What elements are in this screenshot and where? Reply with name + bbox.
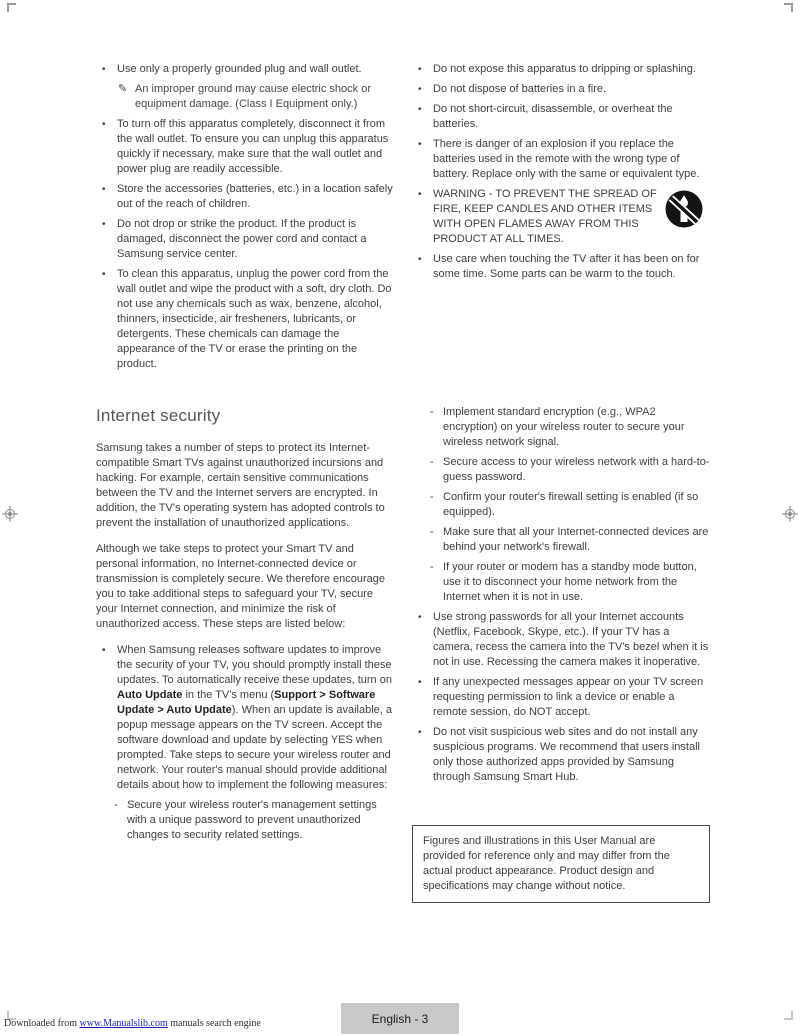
dash-item	[430, 405, 710, 450]
dash-marker-icon: -	[430, 456, 434, 468]
bullet-item	[418, 610, 710, 670]
item-text: Samsung takes a number of steps to protect its Internet-compatible Smart TVs against unauthorized incursions and hacking. For example, certain sensitive communications between the TV and the Internet servers are encrypted. In addition, the TV's operating system has adopted controls to prevent the installation of unauthorized applications.	[96, 442, 385, 529]
bullet-marker-icon: •	[102, 119, 106, 130]
crop-mark-top-right-icon	[784, 3, 793, 12]
item-text: Do not short-circuit, disassemble, or overheat the batteries.	[433, 103, 673, 130]
page-number-label: English - 3	[371, 1011, 429, 1026]
dash-marker-icon: -	[430, 406, 434, 418]
internet-security-section	[96, 405, 710, 903]
bullet-marker-icon: •	[418, 104, 422, 115]
bullet-item	[418, 82, 710, 97]
bullet-item	[418, 62, 710, 77]
bullet-marker-icon: •	[418, 189, 422, 200]
safety-right-top-list	[412, 62, 710, 182]
item-text: There is danger of an explosion if you replace the batteries used in the remote with the wrong type of battery. Replace only with the same or equivalent type.	[433, 138, 700, 180]
item-text: Use care when touching the TV after it has been on for some time. Some parts can be warm to the touch.	[433, 253, 700, 280]
item-text: Implement standard encryption (e.g., WPA2 encryption) on your wireless router to secure your wireless network signal.	[443, 406, 685, 448]
dash-marker-icon: -	[430, 491, 434, 503]
item-text: Although we take steps to protect your Smart TV and personal information, no Internet-connected device or transmission is completely secure. We therefore encourage you to take additional steps to safeguard your TV, secure your Internet connection, and minimize the risk of unauthorized access. These steps are listed below:	[96, 543, 385, 630]
crop-mark-bottom-right-icon	[784, 1011, 793, 1020]
crop-mark-top-left-icon	[7, 3, 16, 12]
dash-item	[430, 560, 710, 605]
dash-marker-icon: -	[430, 561, 434, 573]
dash-marker-icon: -	[430, 526, 434, 538]
bullet-item	[102, 267, 394, 372]
item-text: Use only a properly grounded plug and wall outlet.	[117, 63, 362, 75]
warning-text: WARNING - TO PREVENT THE SPREAD OF FIRE, KEEP CANDLES AND OTHER ITEMS WITH OPEN FLAMES AWAY FROM THIS PRODUCT AT ALL TIMES.	[433, 188, 657, 245]
item-text: Confirm your router's firewall setting is enabled (if so equipped).	[443, 491, 699, 518]
item-text: Do not dispose of batteries in a fire.	[433, 83, 607, 95]
note-item	[118, 82, 394, 112]
registration-mark-icon	[782, 506, 798, 522]
notice-box: Figures and illustrations in this User Manual are provided for reference only and may differ from the actual product appearance. Product design and specifications may change without notice.	[412, 825, 710, 903]
bullet-item	[418, 252, 710, 282]
safety-right-bottom-list	[412, 252, 710, 282]
note-marker-icon: ✎	[118, 83, 128, 95]
dash-marker-icon: -	[114, 799, 118, 811]
bullet-item	[102, 62, 394, 77]
watermark	[4, 1018, 261, 1029]
bullet-marker-icon: •	[102, 184, 106, 195]
bullet-item	[102, 643, 394, 793]
item-text: Secure access to your wireless network with a hard-to-guess password.	[443, 456, 710, 483]
dash-item	[430, 455, 710, 485]
safety-right-column	[412, 62, 710, 377]
item-text: Make sure that all your Internet-connected devices are behind your network's firewall.	[443, 526, 709, 553]
internet-left-column	[96, 405, 394, 903]
no-open-flames-icon	[658, 189, 706, 234]
manualslib-link[interactable]: www.Manualslib.com	[79, 1018, 168, 1029]
bullet-item	[102, 117, 394, 177]
paragraph	[96, 441, 394, 531]
safety-section	[96, 0, 710, 377]
bullet-marker-icon: •	[418, 727, 422, 738]
item-text: To clean this apparatus, unplug the power cord from the wall outlet and wipe the product with a soft, dry cloth. Do not use any chemicals such as wax, benzene, alcohol, thinners, insecticide, air fresheners, lubricants, or detergents. These chemicals can damage the appearance of the TV or erase the printing on the product.	[117, 268, 392, 370]
bullet-marker-icon: •	[418, 254, 422, 265]
dash-item	[430, 525, 710, 555]
internet-left-list	[96, 441, 394, 843]
registration-mark-icon	[2, 506, 18, 522]
bullet-item	[102, 217, 394, 262]
warning-item	[418, 187, 710, 247]
item-text: Use strong passwords for all your Internet accounts (Netflix, Facebook, Skype, etc.). If your TV has a camera, recess the camera into the TV's bezel when it is not in use. Recessing the camera makes it inoperative.	[433, 611, 709, 668]
item-text: Do not expose this apparatus to dripping or splashing.	[433, 63, 696, 75]
bullet-item	[418, 675, 710, 720]
bullet-marker-icon: •	[102, 219, 106, 230]
internet-right-list	[412, 405, 710, 785]
bullet-item	[418, 725, 710, 785]
bullet-marker-icon: •	[418, 612, 422, 623]
watermark-suffix: manuals search engine	[167, 1018, 261, 1029]
bullet-marker-icon: •	[418, 139, 422, 150]
item-text: An improper ground may cause electric shock or equipment damage. (Class I Equipment only.)	[135, 83, 371, 110]
bullet-item	[102, 182, 394, 212]
bullet-marker-icon: •	[102, 269, 106, 280]
item-text: Do not visit suspicious web sites and do not install any suspicious programs. We recommend that users install only those authorized apps provided by Samsung through Samsung Smart Hub.	[433, 726, 700, 783]
dash-item	[114, 798, 394, 843]
item-text: When Samsung releases software updates to improve the security of your TV, you should promptly install these updates. To automatically receive these updates, turn on Auto Update in the TV's menu (Support > Software Update > Auto Update). When an update is available, a popup message appears on the TV screen. Accept the software download and update by selecting YES when prompted. Take steps to secure your wireless router and network. Your router's manual should provide additional details about how to implement the following measures:	[117, 644, 393, 791]
item-text: Secure your wireless router's management settings with a unique password to prevent unauthorized changes to security related settings.	[127, 799, 377, 841]
section-title: Internet security	[96, 406, 221, 425]
item-text: Do not drop or strike the product. If the product is damaged, disconnect the power cord and contact a Samsung service center.	[117, 218, 367, 260]
safety-left-column	[96, 62, 394, 377]
item-text: To turn off this apparatus completely, disconnect it from the wall outlet. To ensure you can unplug this apparatus quickly if necessary, make sure that the wall outlet and power plug are readily accessible.	[117, 118, 389, 175]
item-text: If your router or modem has a standby mode button, use it to disconnect your home network from the Internet when it is not in use.	[443, 561, 697, 603]
bullet-item	[418, 102, 710, 132]
bullet-marker-icon: •	[418, 64, 422, 75]
bullet-marker-icon: •	[102, 645, 106, 656]
bullet-marker-icon: •	[418, 84, 422, 95]
bullet-marker-icon: •	[418, 677, 422, 688]
bullet-marker-icon: •	[102, 64, 106, 75]
internet-right-column	[412, 405, 710, 903]
bullet-item	[418, 137, 710, 182]
item-text: Store the accessories (batteries, etc.) in a location safely out of the reach of children.	[117, 183, 393, 210]
watermark-prefix: Downloaded from	[4, 1018, 80, 1029]
page-number-badge	[341, 1003, 459, 1034]
paragraph	[96, 542, 394, 632]
item-text: If any unexpected messages appear on your TV screen requesting permission to link a device or enable a remote session, do NOT accept.	[433, 676, 704, 718]
dash-item	[430, 490, 710, 520]
